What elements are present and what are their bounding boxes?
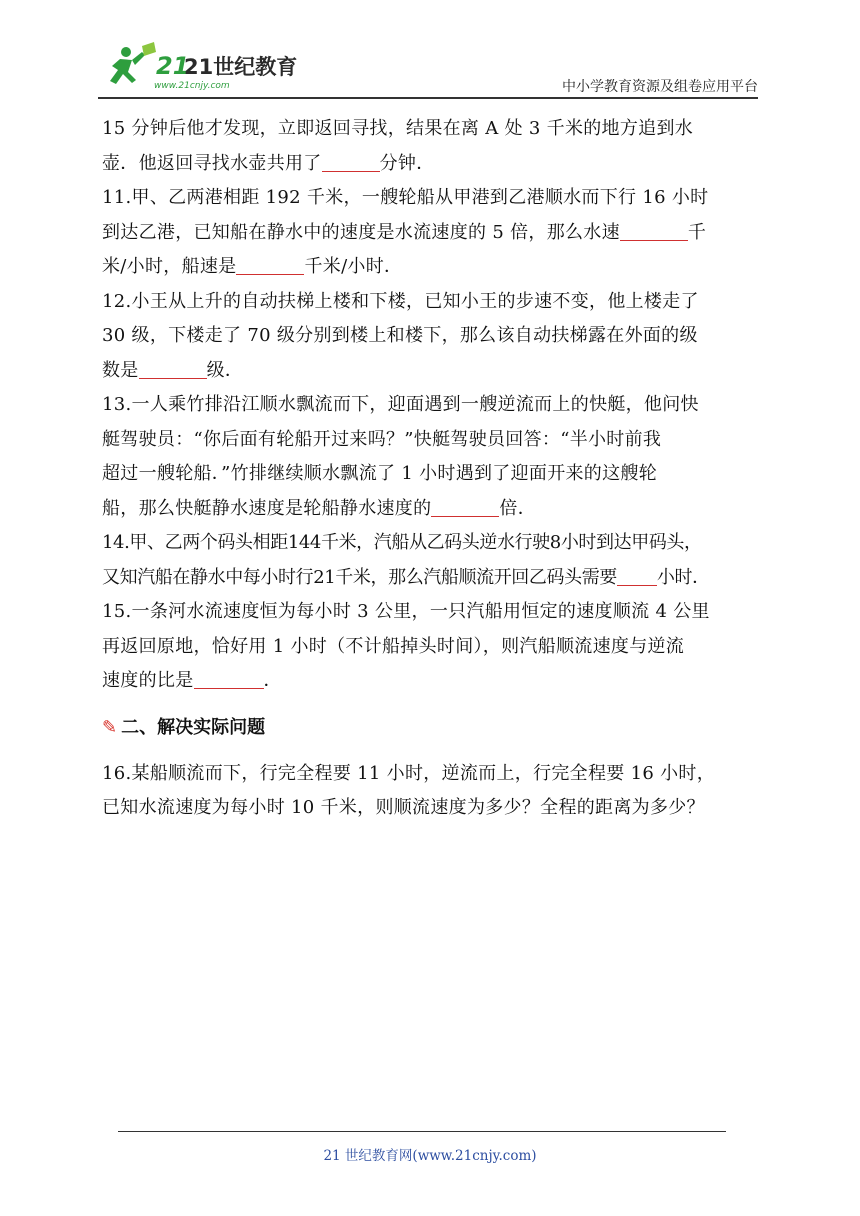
answer-blank[interactable] [322, 153, 380, 172]
text-line: 15 分钟后他才发现，立即返回寻找，结果在离 A 处 3 千米的地方追到水 [102, 118, 694, 139]
text-line: 船，那么快艇静水速度是轮船静水速度的 倍． [102, 497, 537, 519]
text-line: 15.一条河水流速度恒为每小时 3 公里，一只汽船用恒定的速度顺流 4 公里 [102, 601, 710, 622]
text-line: 再返回原地，恰好用 1 小时（不计船掉头时间），则汽船顺流速度与逆流 [102, 635, 685, 657]
section-title: 二、解决实际问题 [121, 716, 266, 738]
text-line: 13.一人乘竹排沿江顺水飘流而下，迎面遇到一艘逆流而上的快艇，他问快 [102, 394, 699, 415]
page-header [98, 40, 758, 100]
answer-blank[interactable] [617, 567, 657, 586]
answer-blank[interactable] [620, 222, 688, 241]
section-heading [102, 711, 762, 745]
site-logo [98, 40, 318, 92]
text-line: 12.小王从上升的自动扶梯上楼和下楼，已知小王的步速不变，他上楼走了 [102, 290, 699, 312]
text-line: 壶．他返回寻找水壶共用了 分钟． [102, 152, 435, 174]
header-divider [98, 97, 758, 99]
answer-blank[interactable] [431, 498, 499, 517]
logo-text: 21世纪教育 [184, 55, 298, 79]
answer-blank[interactable] [139, 360, 207, 379]
text-line: 30 级，下楼走了 70 级分别到楼上和楼下，那么该自动扶梯露在外面的级 [102, 325, 698, 346]
text-line: 已知水流速度为每小时 10 千米，则顺流速度为多少？全程的距离为多少？ [102, 797, 705, 818]
text-line: 米/小时，船速是 千米/小时． [102, 256, 403, 277]
text-line: 超过一艘轮船．”竹排继续顺水飘流了 1 小时遇到了迎面开来的这艘轮 [102, 463, 657, 484]
document-body [102, 112, 762, 826]
text-line: 速度的比是 ． [102, 670, 282, 691]
text-line: 14.甲、乙两个码头相距144千米，汽船从乙码头逆水行驶8小时到达甲码头， [102, 532, 702, 553]
text-line: 又知汽船在静水中每小时行21千米，那么汽船顺流开回乙码头需要 小时． [102, 566, 710, 588]
text-line: 艇驾驶员：“你后面有轮船开过来吗？”快艇驾驶员回答：“半小时前我 [102, 428, 662, 450]
svg-text:21: 21 [156, 52, 190, 80]
logo-url: www.21cnjy.com [154, 81, 230, 91]
text-line: 16.某船顺流而下，行完全程要 11 小时，逆流而上，行完全程要 16 小时， [102, 762, 716, 784]
answer-blank[interactable] [194, 670, 264, 689]
runner-icon [110, 42, 156, 84]
answer-blank[interactable] [236, 256, 304, 275]
footer-text[interactable]: 21 世纪教育网(www.21cnjy.com) [323, 1148, 537, 1164]
platform-name: 中小学教育资源及组卷应用平台 [562, 79, 758, 95]
text-line: 到达乙港，已知船在静水中的速度是水流速度的 5 倍，那么水速 千 [102, 221, 707, 243]
text-line: 数是 级． [102, 359, 244, 381]
text-line: 11.甲、乙两港相距 192 千米，一艘轮船从甲港到乙港顺水而下行 16 小时 [102, 187, 709, 208]
pencil-icon: ✎ [102, 716, 118, 738]
footer-divider [118, 1131, 726, 1132]
